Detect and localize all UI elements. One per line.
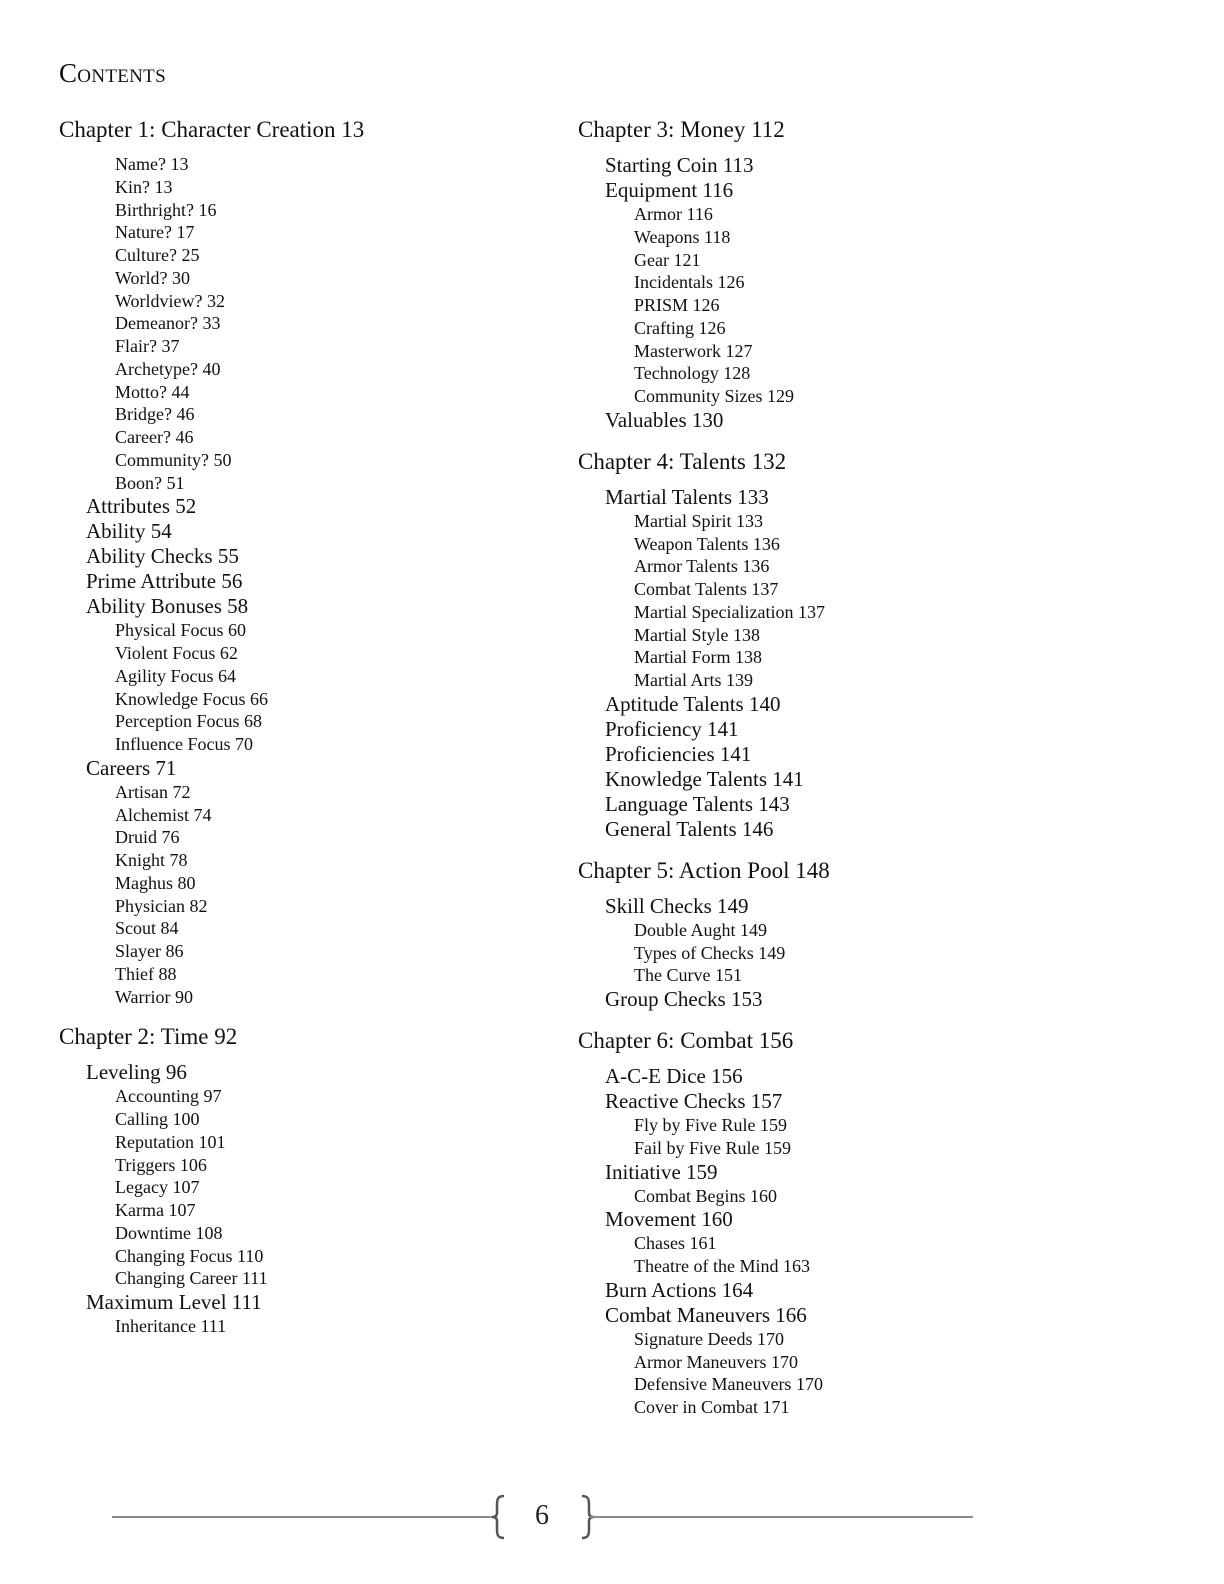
toc-subsection-entry: Martial Form 138: [634, 647, 762, 668]
toc-subsection-entry: Fail by Five Rule 159: [634, 1137, 791, 1158]
toc-subsection-entry: Name? 13: [115, 154, 189, 174]
toc-section-entry: Skill Checks 149: [605, 893, 749, 918]
toc-chapter: [59, 116, 364, 1008]
chapter-heading: Chapter 1: Character Creation 13: [59, 117, 365, 142]
toc-subsection-entry: Technology 128: [634, 363, 751, 384]
toc-subsection-entry: Inheritance 111: [115, 1316, 227, 1336]
toc-subsection-entry: Armor Maneuvers 170: [634, 1351, 798, 1372]
chapter-heading: Chapter 4: Talents 132: [578, 448, 787, 474]
toc-subsection-entry: Bridge? 46: [115, 404, 195, 425]
toc-subsection-entry: World? 30: [115, 267, 191, 288]
toc-subsection-entry: PRISM 126: [634, 295, 720, 315]
chapter-heading: Chapter 2: Time 92: [59, 1024, 238, 1050]
toc-section-entry: Starting Coin 113: [605, 153, 754, 177]
toc-subsection-entry: The Curve 151: [634, 965, 742, 986]
toc-column-right: [578, 116, 830, 1434]
toc-subsection-entry: Changing Career 111: [115, 1268, 268, 1289]
toc-section-entry: Movement 160: [605, 1207, 733, 1232]
toc-section-entry: Proficiency 141: [605, 716, 739, 741]
toc-section-entry: Careers 71: [86, 755, 177, 780]
toc-chapter: [578, 448, 830, 842]
toc-subsection-entry: Combat Talents 137: [634, 579, 779, 599]
toc-subsection-entry: Armor Talents 136: [634, 556, 770, 577]
toc-subsection-entry: Types of Checks 149: [634, 942, 786, 963]
toc-subsection-entry: Slayer 86: [115, 941, 184, 961]
toc-subsection-entry: Gear 121: [634, 249, 701, 270]
toc-section-entry: Group Checks 153: [605, 987, 763, 1011]
toc-subsection-entry: Career? 46: [115, 427, 194, 447]
toc-chapter: [578, 116, 830, 433]
toc-subsection-entry: Birthright? 16: [115, 199, 217, 220]
toc-column-left: [59, 116, 364, 1353]
toc-subsection-entry: Physician 82: [115, 895, 208, 916]
toc-section-entry: A-C-E Dice 156: [605, 1064, 743, 1088]
toc-subsection-entry: Fly by Five Rule 159: [634, 1115, 788, 1135]
toc-subsection-entry: Maghus 80: [115, 872, 196, 893]
toc-section-entry: Combat Maneuvers 166: [605, 1302, 807, 1327]
toc-subsection-entry: Weapon Talents 136: [634, 533, 780, 554]
toc-subsection-entry: Crafting 126: [634, 317, 726, 338]
toc-section-entry: Initiative 159: [605, 1159, 718, 1184]
toc-subsection-entry: Changing Focus 110: [115, 1245, 264, 1266]
toc-section-entry: Prime Attribute 56: [86, 569, 243, 594]
toc-subsection-entry: Knowledge Focus 66: [115, 688, 268, 709]
toc-subsection-entry: Thief 88: [115, 963, 177, 984]
toc-subsection-entry: Boon? 51: [115, 472, 185, 493]
page-number: 6: [535, 1500, 549, 1531]
toc-subsection-entry: Perception Focus 68: [115, 711, 262, 732]
toc-subsection-entry: Signature Deeds 170: [634, 1328, 784, 1349]
toc-chapter: [578, 1027, 830, 1419]
toc-subsection-entry: Legacy 107: [115, 1177, 200, 1198]
toc-subsection-entry: Agility Focus 64: [115, 665, 237, 686]
toc-section-entry: Ability Bonuses 58: [86, 594, 249, 619]
page-title: Contents: [59, 58, 166, 88]
toc-section-entry: Ability Checks 55: [86, 544, 239, 569]
toc-subsection-entry: Reputation 101: [115, 1131, 226, 1152]
toc-section-entry: Attributes 52: [86, 494, 197, 519]
chapter-heading: Chapter 3: Money 112: [578, 117, 785, 142]
toc-subsection-entry: Druid 76: [115, 827, 180, 848]
toc-subsection-entry: Influence Focus 70: [115, 734, 253, 754]
toc-section-entry: Reactive Checks 157: [605, 1089, 783, 1113]
toc-subsection-entry: Defensive Maneuvers 170: [634, 1374, 823, 1395]
toc-section-entry: Equipment 116: [605, 178, 734, 202]
toc-subsection-entry: Martial Arts 139: [634, 670, 753, 690]
toc-subsection-entry: Triggers 106: [115, 1154, 207, 1175]
toc-subsection-entry: Incidentals 126: [634, 272, 745, 293]
toc-section-entry: Language Talents 143: [605, 791, 790, 816]
toc-section-entry: Leveling 96: [86, 1060, 187, 1085]
toc-subsection-entry: Alchemist 74: [115, 804, 212, 825]
toc-subsection-entry: Karma 107: [115, 1200, 196, 1220]
chapter-heading: Chapter 5: Action Pool 148: [578, 857, 830, 883]
toc-section-entry: Knowledge Talents 141: [605, 766, 804, 791]
toc-subsection-entry: Weapons 118: [634, 226, 731, 247]
toc-subsection-entry: Demeanor? 33: [115, 313, 221, 334]
chapter-heading: Chapter 6: Combat 156: [578, 1028, 794, 1053]
toc-subsection-entry: Martial Style 138: [634, 624, 760, 645]
toc-subsection-entry: Double Aught 149: [634, 919, 767, 940]
toc-subsection-entry: Violent Focus 62: [115, 643, 238, 663]
toc-subsection-entry: Worldview? 32: [115, 290, 226, 311]
toc-chapter: [59, 1023, 364, 1338]
toc-section-entry: Ability 54: [86, 519, 172, 544]
footer-rule-right: [590, 1516, 973, 1518]
toc-subsection-entry: Scout 84: [115, 918, 179, 939]
toc-subsection-entry: Culture? 25: [115, 245, 200, 265]
toc-subsection-entry: Theatre of the Mind 163: [634, 1256, 810, 1276]
left-brace-icon: [490, 1494, 508, 1540]
toc-subsection-entry: Archetype? 40: [115, 358, 221, 379]
toc-subsection-entry: Kin? 13: [115, 176, 173, 197]
toc-subsection-entry: Armor 116: [634, 204, 713, 224]
toc-section-entry: Maximum Level 111: [86, 1290, 262, 1314]
toc-subsection-entry: Flair? 37: [115, 336, 180, 356]
toc-subsection-entry: Nature? 17: [115, 222, 195, 243]
toc-section-entry: Burn Actions 164: [605, 1277, 754, 1302]
toc-section-entry: Martial Talents 133: [605, 484, 769, 509]
toc-subsection-entry: Combat Begins 160: [634, 1185, 777, 1206]
toc-subsection-entry: Warrior 90: [115, 986, 194, 1007]
toc-chapter: [578, 857, 830, 1012]
toc-section-entry: Proficiencies 141: [605, 741, 752, 766]
toc-subsection-entry: Downtime 108: [115, 1222, 223, 1243]
page-footer: [0, 1480, 1224, 1550]
toc-subsection-entry: Martial Specialization 137: [634, 601, 825, 622]
toc-subsection-entry: Knight 78: [115, 850, 188, 870]
toc-subsection-entry: Chases 161: [634, 1233, 717, 1254]
toc-subsection-entry: Calling 100: [115, 1109, 200, 1129]
toc-subsection-entry: Community Sizes 129: [634, 386, 795, 406]
toc-section-entry: Aptitude Talents 140: [605, 691, 781, 716]
toc-subsection-entry: Martial Spirit 133: [634, 510, 763, 531]
toc-section-entry: General Talents 146: [605, 816, 774, 841]
toc-subsection-entry: Physical Focus 60: [115, 620, 247, 641]
toc-section-entry: Valuables 130: [605, 407, 724, 432]
toc-subsection-entry: Motto? 44: [115, 381, 190, 402]
toc-subsection-entry: Artisan 72: [115, 781, 191, 802]
toc-subsection-entry: Accounting 97: [115, 1086, 222, 1107]
toc-subsection-entry: Masterwork 127: [634, 340, 753, 361]
footer-rule-left: [112, 1516, 492, 1518]
toc-subsection-entry: Community? 50: [115, 449, 232, 470]
toc-subsection-entry: Cover in Combat 171: [634, 1397, 790, 1417]
